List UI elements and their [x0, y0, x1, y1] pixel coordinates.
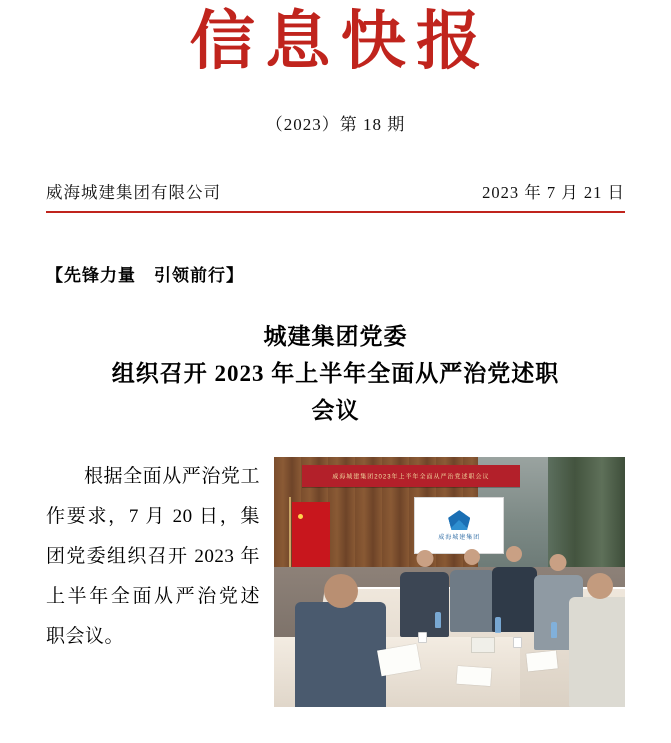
photo-water-bottle	[435, 612, 441, 628]
photo-document	[456, 666, 491, 686]
publisher-organization: 威海城建集团有限公司	[46, 182, 221, 202]
article-headline	[46, 318, 625, 430]
article-body-block	[46, 457, 625, 707]
photo-person-head	[550, 554, 567, 571]
photo-tissue-box	[471, 637, 495, 653]
photo-company-logo	[414, 497, 504, 554]
body-paragraph: 根据全面从严治党工作要求，7 月 20 日，集团党委组织召开 2023 年上半年全面从严治党述职会议。	[46, 466, 260, 647]
issue-number: （2023）第 18 期	[265, 114, 406, 134]
photo-cup	[513, 637, 522, 648]
photo-cup	[418, 632, 427, 643]
photo-water-bottle	[495, 617, 501, 633]
section-tag: 【先锋力量 引领前行】	[46, 265, 244, 285]
masthead	[46, 0, 625, 80]
photo-logo-text: 威海城建集团	[438, 535, 481, 542]
headline-line-2: 组织召开 2023 年上半年全面从严治党述职	[111, 360, 560, 386]
photo-person-head	[416, 550, 433, 567]
photo-person	[295, 602, 386, 707]
photo-banner-text: 威海城建集团2023年上半年全面从严治党述职会议	[332, 474, 490, 481]
headline-line-3: 会议	[311, 398, 360, 424]
photo-banner	[302, 465, 520, 488]
photo-person	[400, 572, 449, 637]
meta-row	[46, 179, 625, 203]
photo-person-head	[506, 546, 522, 562]
masthead-title: 信息快报	[189, 4, 492, 79]
photo-person-head	[587, 573, 613, 599]
photo-person	[450, 570, 496, 633]
company-logo-icon	[448, 510, 470, 530]
meeting-photo	[274, 457, 625, 707]
photo-person	[569, 597, 625, 707]
photo-document	[526, 651, 558, 672]
photo-water-bottle	[551, 622, 557, 638]
header-divider	[46, 211, 625, 213]
article-body-text	[46, 457, 260, 656]
photo-person-head	[464, 549, 480, 565]
photo-red-flag	[292, 502, 331, 567]
publication-date: 2023 年 7 月 21 日	[482, 182, 625, 202]
headline-line-1: 城建集团党委	[263, 323, 408, 349]
photo-person-head	[324, 574, 358, 608]
